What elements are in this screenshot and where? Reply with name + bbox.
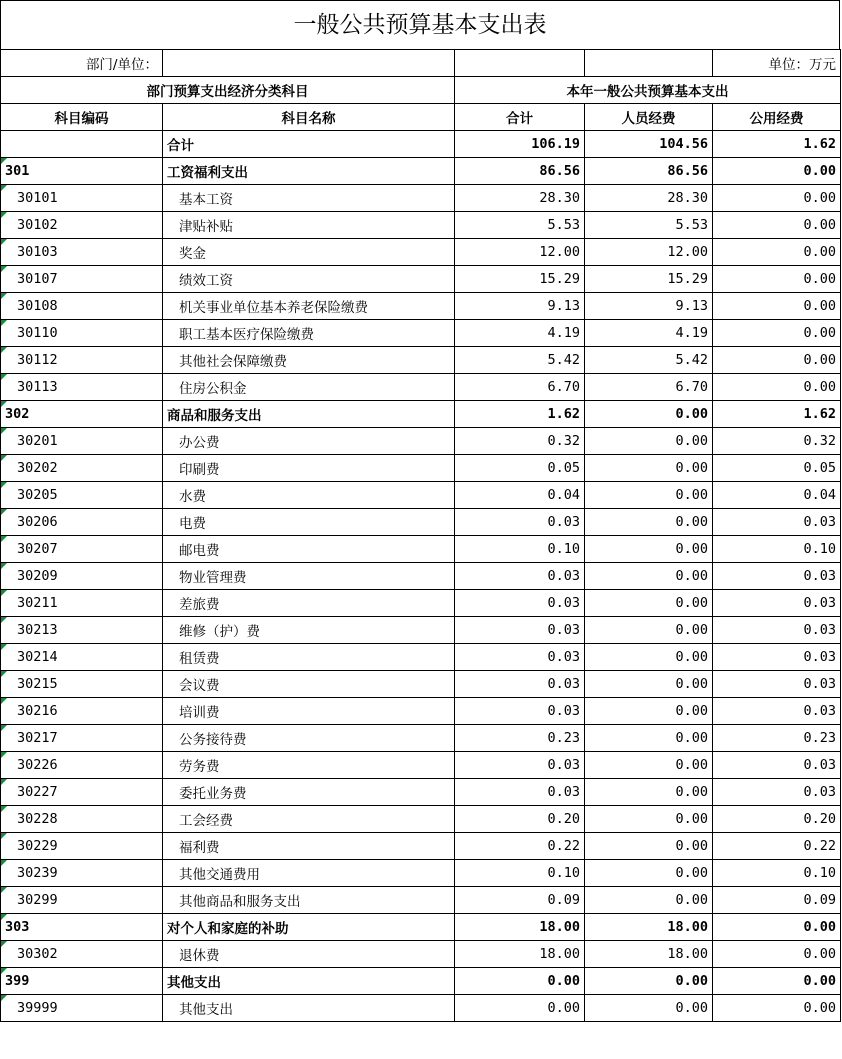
cell-total[interactable]: 0.10 <box>455 536 585 563</box>
cell-personnel[interactable]: 4.19 <box>585 320 713 347</box>
table-row <box>1 698 841 725</box>
cell-personnel[interactable]: 0.00 <box>585 779 713 806</box>
cell-public[interactable]: 0.03 <box>713 671 841 698</box>
table-row <box>1 806 841 833</box>
cell-personnel[interactable]: 0.00 <box>585 698 713 725</box>
cell-name[interactable]: 劳务费 <box>163 752 455 779</box>
cell-name[interactable]: 绩效工资 <box>163 266 455 293</box>
cell-public[interactable]: 0.03 <box>713 698 841 725</box>
cell-public[interactable]: 0.32 <box>713 428 841 455</box>
cell-code[interactable]: 30229 <box>1 833 163 860</box>
table-row <box>1 320 841 347</box>
cell-public[interactable]: 0.00 <box>713 185 841 212</box>
cell-name[interactable]: 工资福利支出 <box>163 158 455 185</box>
cell-name[interactable]: 会议费 <box>163 671 455 698</box>
column-header-row <box>1 104 841 131</box>
cell-public[interactable]: 0.00 <box>713 374 841 401</box>
cell-public[interactable]: 0.03 <box>713 509 841 536</box>
cell-name[interactable]: 办公费 <box>163 428 455 455</box>
cell-total[interactable]: 86.56 <box>455 158 585 185</box>
cell-name[interactable]: 基本工资 <box>163 185 455 212</box>
cell-total[interactable]: 4.19 <box>455 320 585 347</box>
cell-public[interactable]: 0.00 <box>713 212 841 239</box>
table-row <box>1 644 841 671</box>
cell-total[interactable]: 0.03 <box>455 779 585 806</box>
cell-personnel[interactable]: 0.00 <box>585 752 713 779</box>
cell-public[interactable]: 0.20 <box>713 806 841 833</box>
cell-total[interactable]: 0.22 <box>455 833 585 860</box>
cell-personnel[interactable]: 0.00 <box>585 995 713 1022</box>
table-row <box>1 860 841 887</box>
dept-value-cell[interactable] <box>163 50 455 77</box>
cell-code[interactable]: 39999 <box>1 995 163 1022</box>
cell-total[interactable]: 0.03 <box>455 752 585 779</box>
cell-total[interactable]: 5.53 <box>455 212 585 239</box>
cell-code[interactable]: 30211 <box>1 590 163 617</box>
cell-public[interactable]: 0.03 <box>713 779 841 806</box>
cell-total[interactable]: 0.03 <box>455 698 585 725</box>
cell-public[interactable]: 0.00 <box>713 941 841 968</box>
cell-name[interactable]: 福利费 <box>163 833 455 860</box>
cell-code[interactable]: 301 <box>1 158 163 185</box>
cell-personnel[interactable]: 15.29 <box>585 266 713 293</box>
cell-total[interactable]: 0.23 <box>455 725 585 752</box>
table-row <box>1 617 841 644</box>
table-row <box>1 266 841 293</box>
table-row <box>1 131 841 158</box>
cell-personnel[interactable]: 0.00 <box>585 968 713 995</box>
cell-total[interactable]: 0.09 <box>455 887 585 914</box>
cell-name[interactable]: 津贴补贴 <box>163 212 455 239</box>
col-header-personnel: 人员经费 <box>585 104 713 131</box>
cell-name[interactable]: 其他支出 <box>163 968 455 995</box>
cell-personnel[interactable]: 0.00 <box>585 401 713 428</box>
cell-name[interactable]: 其他交通费用 <box>163 860 455 887</box>
cell-personnel[interactable]: 0.00 <box>585 806 713 833</box>
table-row <box>1 995 841 1022</box>
table-row <box>1 725 841 752</box>
cell-public[interactable]: 0.03 <box>713 752 841 779</box>
cell-personnel[interactable]: 9.13 <box>585 293 713 320</box>
cell-personnel[interactable]: 0.00 <box>585 833 713 860</box>
cell-personnel[interactable]: 18.00 <box>585 914 713 941</box>
cell-code[interactable]: 30216 <box>1 698 163 725</box>
cell-personnel[interactable]: 0.00 <box>585 482 713 509</box>
cell-code[interactable]: 30213 <box>1 617 163 644</box>
cell-public[interactable]: 0.00 <box>713 266 841 293</box>
cell-code[interactable]: 399 <box>1 968 163 995</box>
table-row <box>1 455 841 482</box>
col-header-code: 科目编码 <box>1 104 163 131</box>
cell-name[interactable]: 维修（护）费 <box>163 617 455 644</box>
cell-code[interactable]: 30205 <box>1 482 163 509</box>
cell-public[interactable]: 0.22 <box>713 833 841 860</box>
cell-code[interactable]: 30103 <box>1 239 163 266</box>
dept-label: 部门/单位： <box>1 50 163 77</box>
cell-name[interactable]: 退休费 <box>163 941 455 968</box>
cell-personnel[interactable]: 6.70 <box>585 374 713 401</box>
cell-code[interactable]: 30113 <box>1 374 163 401</box>
cell-code[interactable]: 30201 <box>1 428 163 455</box>
cell-code[interactable]: 30108 <box>1 293 163 320</box>
cell-public[interactable]: 0.10 <box>713 860 841 887</box>
group-header-left: 部门预算支出经济分类科目 <box>1 77 455 104</box>
cell-public[interactable]: 0.00 <box>713 158 841 185</box>
cell-code[interactable] <box>1 131 163 158</box>
cell-public[interactable]: 0.00 <box>713 914 841 941</box>
unit-label: 单位：万元 <box>713 50 841 77</box>
cell-name[interactable]: 工会经费 <box>163 806 455 833</box>
cell-total[interactable]: 0.03 <box>455 563 585 590</box>
cell-total[interactable]: 28.30 <box>455 185 585 212</box>
cell-name[interactable]: 培训费 <box>163 698 455 725</box>
cell-code[interactable]: 30227 <box>1 779 163 806</box>
cell-public[interactable]: 0.09 <box>713 887 841 914</box>
table-row <box>1 536 841 563</box>
col-header-total: 合计 <box>455 104 585 131</box>
cell-public[interactable]: 0.00 <box>713 968 841 995</box>
table-row <box>1 293 841 320</box>
table-row <box>1 212 841 239</box>
meta-empty-cell[interactable] <box>585 50 713 77</box>
cell-name[interactable]: 租赁费 <box>163 644 455 671</box>
cell-code[interactable]: 30239 <box>1 860 163 887</box>
cell-name[interactable]: 住房公积金 <box>163 374 455 401</box>
cell-name[interactable]: 机关事业单位基本养老保险缴费 <box>163 293 455 320</box>
cell-personnel[interactable]: 86.56 <box>585 158 713 185</box>
cell-personnel[interactable]: 18.00 <box>585 941 713 968</box>
cell-public[interactable]: 0.03 <box>713 590 841 617</box>
cell-name[interactable]: 委托业务费 <box>163 779 455 806</box>
table-row <box>1 671 841 698</box>
group-header-row <box>1 77 841 104</box>
cell-total[interactable]: 0.03 <box>455 671 585 698</box>
cell-name[interactable]: 印刷费 <box>163 455 455 482</box>
cell-total[interactable]: 5.42 <box>455 347 585 374</box>
table-row <box>1 914 841 941</box>
table-row <box>1 887 841 914</box>
cell-total[interactable]: 12.00 <box>455 239 585 266</box>
cell-public[interactable]: 0.00 <box>713 320 841 347</box>
table-row <box>1 968 841 995</box>
cell-public[interactable]: 0.05 <box>713 455 841 482</box>
cell-personnel[interactable]: 104.56 <box>585 131 713 158</box>
table-row <box>1 941 841 968</box>
cell-name[interactable]: 其他社会保障缴费 <box>163 347 455 374</box>
table-row <box>1 563 841 590</box>
table-row <box>1 833 841 860</box>
cell-personnel[interactable]: 5.42 <box>585 347 713 374</box>
cell-code[interactable]: 30110 <box>1 320 163 347</box>
cell-personnel[interactable]: 0.00 <box>585 671 713 698</box>
cell-total[interactable]: 0.32 <box>455 428 585 455</box>
cell-public[interactable]: 0.03 <box>713 644 841 671</box>
cell-total[interactable]: 0.05 <box>455 455 585 482</box>
cell-personnel[interactable]: 28.30 <box>585 185 713 212</box>
cell-code[interactable]: 30107 <box>1 266 163 293</box>
meta-row <box>1 50 841 77</box>
cell-personnel[interactable]: 0.00 <box>585 617 713 644</box>
cell-name[interactable]: 其他支出 <box>163 995 455 1022</box>
cell-total[interactable]: 0.03 <box>455 509 585 536</box>
cell-code[interactable]: 30206 <box>1 509 163 536</box>
cell-name[interactable]: 其他商品和服务支出 <box>163 887 455 914</box>
cell-name[interactable]: 邮电费 <box>163 536 455 563</box>
cell-total[interactable]: 9.13 <box>455 293 585 320</box>
table-row <box>1 347 841 374</box>
cell-total[interactable]: 0.03 <box>455 590 585 617</box>
cell-code[interactable]: 30209 <box>1 563 163 590</box>
cell-public[interactable]: 0.00 <box>713 293 841 320</box>
cell-code[interactable]: 30214 <box>1 644 163 671</box>
cell-code[interactable]: 30302 <box>1 941 163 968</box>
cell-name[interactable]: 电费 <box>163 509 455 536</box>
cell-public[interactable]: 0.00 <box>713 995 841 1022</box>
table-row <box>1 374 841 401</box>
cell-code[interactable]: 30228 <box>1 806 163 833</box>
cell-personnel[interactable]: 5.53 <box>585 212 713 239</box>
cell-personnel[interactable]: 0.00 <box>585 590 713 617</box>
cell-personnel[interactable]: 12.00 <box>585 239 713 266</box>
cell-name[interactable]: 公务接待费 <box>163 725 455 752</box>
cell-code[interactable]: 30102 <box>1 212 163 239</box>
cell-public[interactable]: 0.03 <box>713 563 841 590</box>
cell-personnel[interactable]: 0.00 <box>585 725 713 752</box>
group-header-right: 本年一般公共预算基本支出 <box>455 77 841 104</box>
cell-public[interactable]: 0.04 <box>713 482 841 509</box>
cell-total[interactable]: 0.00 <box>455 968 585 995</box>
cell-total[interactable]: 15.29 <box>455 266 585 293</box>
cell-name[interactable]: 对个人和家庭的补助 <box>163 914 455 941</box>
cell-code[interactable]: 30215 <box>1 671 163 698</box>
table-row <box>1 752 841 779</box>
cell-personnel[interactable]: 0.00 <box>585 428 713 455</box>
cell-personnel[interactable]: 0.00 <box>585 509 713 536</box>
cell-code[interactable]: 30112 <box>1 347 163 374</box>
cell-total[interactable]: 6.70 <box>455 374 585 401</box>
cell-total[interactable]: 0.03 <box>455 617 585 644</box>
cell-public[interactable]: 0.23 <box>713 725 841 752</box>
table-row <box>1 401 841 428</box>
cell-name[interactable]: 差旅费 <box>163 590 455 617</box>
table-row <box>1 158 841 185</box>
budget-table <box>0 49 841 1022</box>
cell-code[interactable]: 303 <box>1 914 163 941</box>
table-row <box>1 509 841 536</box>
cell-total[interactable]: 1.62 <box>455 401 585 428</box>
table-row <box>1 482 841 509</box>
cell-code[interactable]: 30202 <box>1 455 163 482</box>
meta-empty-cell[interactable] <box>455 50 585 77</box>
cell-personnel[interactable]: 0.00 <box>585 536 713 563</box>
cell-total[interactable]: 0.20 <box>455 806 585 833</box>
cell-total[interactable]: 18.00 <box>455 914 585 941</box>
cell-personnel[interactable]: 0.00 <box>585 563 713 590</box>
cell-public[interactable]: 1.62 <box>713 401 841 428</box>
cell-code[interactable]: 30207 <box>1 536 163 563</box>
sheet-title: 一般公共预算基本支出表 <box>0 0 840 49</box>
cell-personnel[interactable]: 0.00 <box>585 860 713 887</box>
cell-name[interactable]: 职工基本医疗保险缴费 <box>163 320 455 347</box>
cell-name[interactable]: 物业管理费 <box>163 563 455 590</box>
cell-public[interactable]: 0.00 <box>713 239 841 266</box>
table-row <box>1 185 841 212</box>
cell-public[interactable]: 0.00 <box>713 347 841 374</box>
cell-total[interactable]: 106.19 <box>455 131 585 158</box>
table-row <box>1 428 841 455</box>
cell-name[interactable]: 奖金 <box>163 239 455 266</box>
cell-total[interactable]: 0.04 <box>455 482 585 509</box>
cell-total[interactable]: 0.03 <box>455 644 585 671</box>
cell-total[interactable]: 0.00 <box>455 995 585 1022</box>
cell-code[interactable]: 30217 <box>1 725 163 752</box>
cell-code[interactable]: 302 <box>1 401 163 428</box>
cell-personnel[interactable]: 0.00 <box>585 887 713 914</box>
cell-code[interactable]: 30226 <box>1 752 163 779</box>
cell-total[interactable]: 18.00 <box>455 941 585 968</box>
cell-public[interactable]: 0.10 <box>713 536 841 563</box>
cell-public[interactable]: 0.03 <box>713 617 841 644</box>
cell-name[interactable]: 商品和服务支出 <box>163 401 455 428</box>
col-header-public: 公用经费 <box>713 104 841 131</box>
table-row <box>1 239 841 266</box>
cell-personnel[interactable]: 0.00 <box>585 644 713 671</box>
cell-name[interactable]: 水费 <box>163 482 455 509</box>
cell-name[interactable]: 合计 <box>163 131 455 158</box>
table-row <box>1 590 841 617</box>
cell-personnel[interactable]: 0.00 <box>585 455 713 482</box>
cell-code[interactable]: 30101 <box>1 185 163 212</box>
table-row <box>1 779 841 806</box>
col-header-name: 科目名称 <box>163 104 455 131</box>
cell-total[interactable]: 0.10 <box>455 860 585 887</box>
cell-code[interactable]: 30299 <box>1 887 163 914</box>
cell-public[interactable]: 1.62 <box>713 131 841 158</box>
